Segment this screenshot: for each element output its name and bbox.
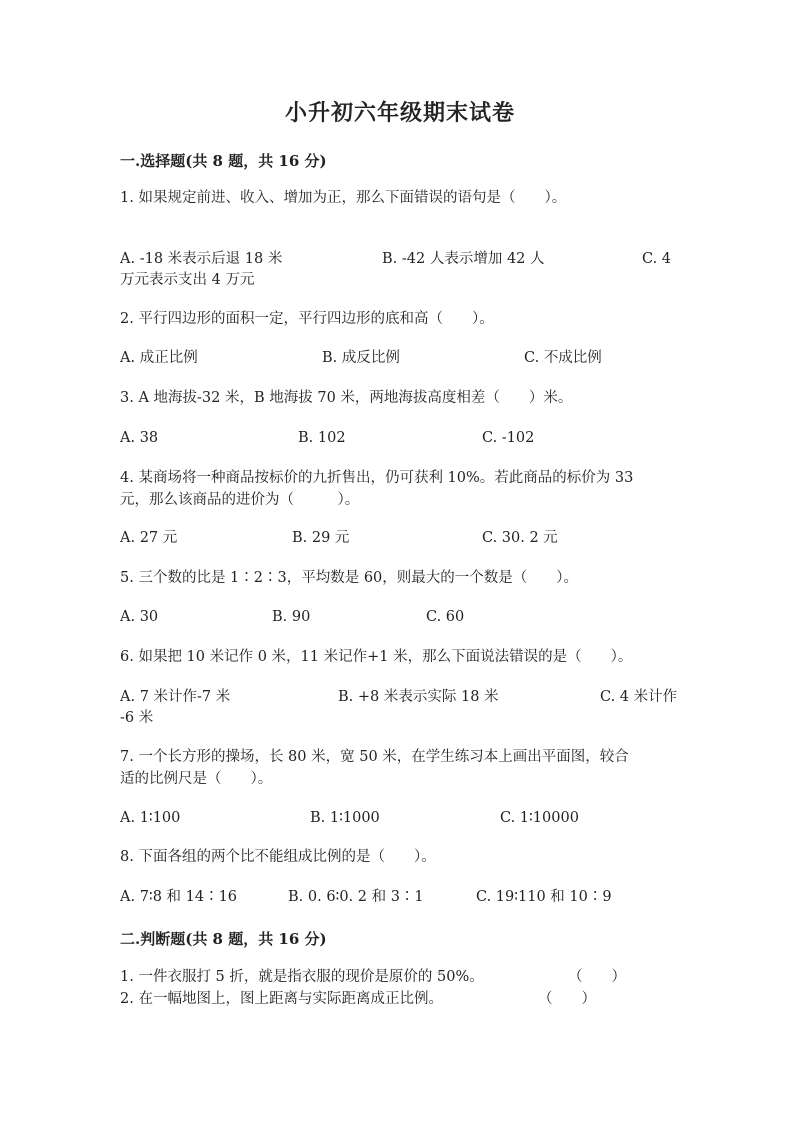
option-a: A. 30 <box>120 609 159 625</box>
option-row <box>120 886 680 908</box>
option-a: A. 7 米计作-7 米 <box>120 689 231 705</box>
option-a: A. 成正比例 <box>120 350 198 366</box>
section-heading-judgement: 二.判断题(共 8 题，共 16 分) <box>120 930 327 948</box>
option-c-continued: -6 米 <box>120 710 154 726</box>
question-stem-line2: 适的比例尺是（ ）。 <box>120 771 273 787</box>
question-stem: 8. 下面各组的两个比不能组成比例的是（ ）。 <box>120 849 436 865</box>
option-c: C. 1∶10000 <box>500 810 579 826</box>
option-a: A. 38 <box>120 430 159 446</box>
question-stem-line2: 元，那么该商品的进价为（ ）。 <box>120 492 360 508</box>
question-stem-line1: 7. 一个长方形的操场，长 80 米，宽 50 米，在学生练习本上画出平面图，较合 <box>120 749 629 765</box>
judgement-item: 2. 在一幅地图上，图上距离与实际距离成正比例。 <box>120 991 443 1007</box>
option-c: C. 19∶110 和 10∶9 <box>476 889 612 905</box>
question-stem: 3. A 地海拔-32 米，B 地海拔 70 米，两地海拔高度相差（ ）米。 <box>120 390 573 406</box>
option-row <box>120 606 680 628</box>
question-stem: 6. 如果把 10 米记作 0 米，11 米记作+1 米，那么下面说法错误的是（ ）。 <box>120 649 633 665</box>
section-heading-choice: 一.选择题(共 8 题，共 16 分) <box>120 152 327 170</box>
option-c: C. 30. 2 元 <box>482 530 558 546</box>
option-row <box>120 527 680 549</box>
option-a: A. 1∶100 <box>120 810 181 826</box>
question-stem: 2. 平行四边形的面积一定，平行四边形的底和高（ ）。 <box>120 311 494 327</box>
option-row <box>120 347 680 369</box>
option-row <box>120 686 680 708</box>
judgement-item: 1. 一件衣服打 5 折，就是指衣服的现价是原价的 50%。 <box>120 969 484 985</box>
option-b: B. 成反比例 <box>322 350 400 366</box>
option-row <box>120 427 680 449</box>
option-b: B. 102 <box>298 430 346 446</box>
option-c-continued: 万元表示支出 4 万元 <box>120 272 255 288</box>
question-stem: 5. 三个数的比是 1∶2∶3，平均数是 60，则最大的一个数是（ ）。 <box>120 570 579 586</box>
page-title: 小升初六年级期末试卷 <box>284 100 515 126</box>
question-stem: 1. 如果规定前进、收入、增加为正，那么下面错误的语句是（ ）。 <box>120 190 567 206</box>
option-b: B. +8 米表示实际 18 米 <box>338 689 499 705</box>
answer-parentheses: （ ） <box>568 969 626 985</box>
option-b: B. 0. 6∶0. 2 和 3∶1 <box>288 889 424 905</box>
option-b: B. 29 元 <box>292 530 350 546</box>
option-a: A. 7∶8 和 14∶16 <box>120 889 238 905</box>
option-c: C. 4 米计作 <box>600 689 678 705</box>
option-b: B. 90 <box>272 609 311 625</box>
option-a: A. 27 元 <box>120 530 178 546</box>
option-row <box>120 248 680 270</box>
option-b: B. -42 人表示增加 42 人 <box>382 251 545 267</box>
option-c: C. 60 <box>426 609 465 625</box>
option-c: C. 4 <box>642 251 672 267</box>
answer-parentheses: （ ） <box>538 991 596 1007</box>
option-c: C. 不成比例 <box>524 350 602 366</box>
option-a: A. -18 米表示后退 18 米 <box>120 251 283 267</box>
option-c: C. -102 <box>482 430 535 446</box>
question-stem-line1: 4. 某商场将一种商品按标价的九折售出，仍可获利 10%。若此商品的标价为 33 <box>120 470 634 486</box>
option-row <box>120 807 680 829</box>
option-b: B. 1∶1000 <box>310 810 380 826</box>
